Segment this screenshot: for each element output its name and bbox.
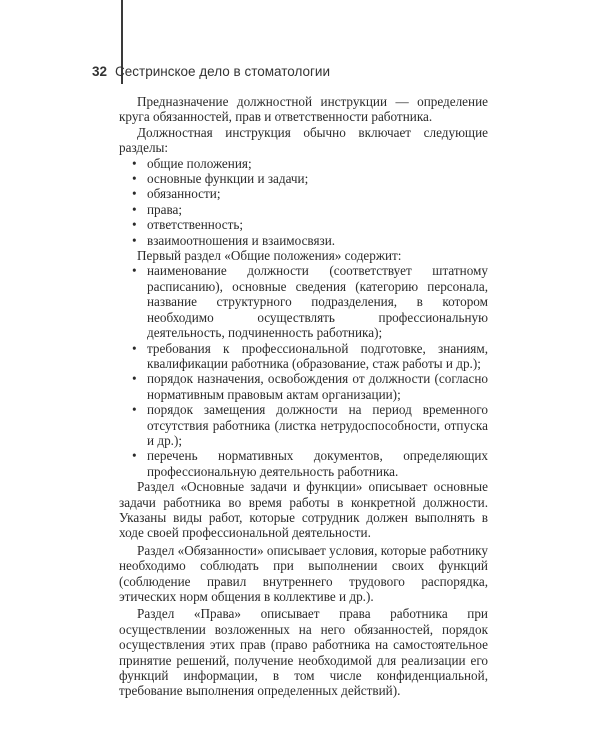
paragraph: Раздел «Права» описывает права работника при осуществлении возложенных на него обязанностей, порядок осуществления этих прав (право работника на самостоятельное принятие решений, получение необходимой для реализации его функций информации, в том числе конфиденциальной, требование выполнения определенных действий). <box>119 606 488 699</box>
page-number: 32 <box>92 64 108 79</box>
list-item: • взаимоотношения и взаимосвязи. <box>132 232 336 248</box>
list-item: • основные функции и задачи; <box>132 171 309 187</box>
list-item: • общие положения; <box>132 155 252 171</box>
list-item: • требования к профессиональной подготовке, знаниям, квалификации работника (образование, стаж работы и др.); <box>132 340 488 371</box>
page-header <box>92 63 330 80</box>
general-provisions-list <box>119 263 488 479</box>
running-title: Сестринское дело в стоматологии <box>115 64 331 79</box>
list-item: • обязанности; <box>132 186 221 202</box>
paragraph: Раздел «Обязанности» описывает условия, которые работнику необходимо соблюдать при выполнении своих функций (соблюдение правил внутреннего трудового распорядка, этических норм общения в коллективе и др.). <box>119 542 488 604</box>
bullet-icon: • <box>132 155 137 171</box>
page-body <box>119 94 488 699</box>
bullet-icon: • <box>132 217 137 233</box>
list-item: • наименование должности (соответствует штатному расписанию), основные сведения (категорию персонала, название структурного подразделения, в котором необходимо осуществлять профессиональную деятельность, подчиненность работника); <box>132 263 488 341</box>
bullet-icon: • <box>132 448 137 464</box>
paragraph: Первый раздел «Общие положения» содержит: <box>137 248 402 264</box>
list-item: • порядок назначения, освобождения от должности (согласно нормативным правовым актам организации); <box>132 371 488 402</box>
bullet-icon: • <box>132 340 137 356</box>
bullet-icon: • <box>132 402 137 418</box>
bullet-icon: • <box>132 371 137 387</box>
bullet-icon: • <box>132 263 137 279</box>
list-item: • перечень нормативных документов, определяющих профессиональную деятельность работника. <box>132 448 488 479</box>
bullet-icon: • <box>132 171 137 187</box>
bullet-icon: • <box>132 186 137 202</box>
list-item: • порядок замещения должности на период временного отсутствия работника (листка нетрудоспособности, отпуска и др.); <box>132 402 488 448</box>
sections-list <box>119 156 488 248</box>
paragraph: Должностная инструкция обычно включает следующие разделы: <box>119 124 488 156</box>
bullet-icon: • <box>132 232 137 248</box>
paragraph: Раздел «Основные задачи и функции» описывает основные задачи работника во время работы в конкретной должности. Указаны виды работ, которые сотрудник должен выполнять в ходе своей профессиональной деятельности. <box>119 479 488 541</box>
list-item: • права; <box>132 201 183 217</box>
paragraph: Предназначение должностной инструкции — определение круга обязанностей, прав и ответственности работника. <box>119 94 488 125</box>
bullet-icon: • <box>132 201 137 217</box>
list-item: • ответственность; <box>132 217 244 233</box>
